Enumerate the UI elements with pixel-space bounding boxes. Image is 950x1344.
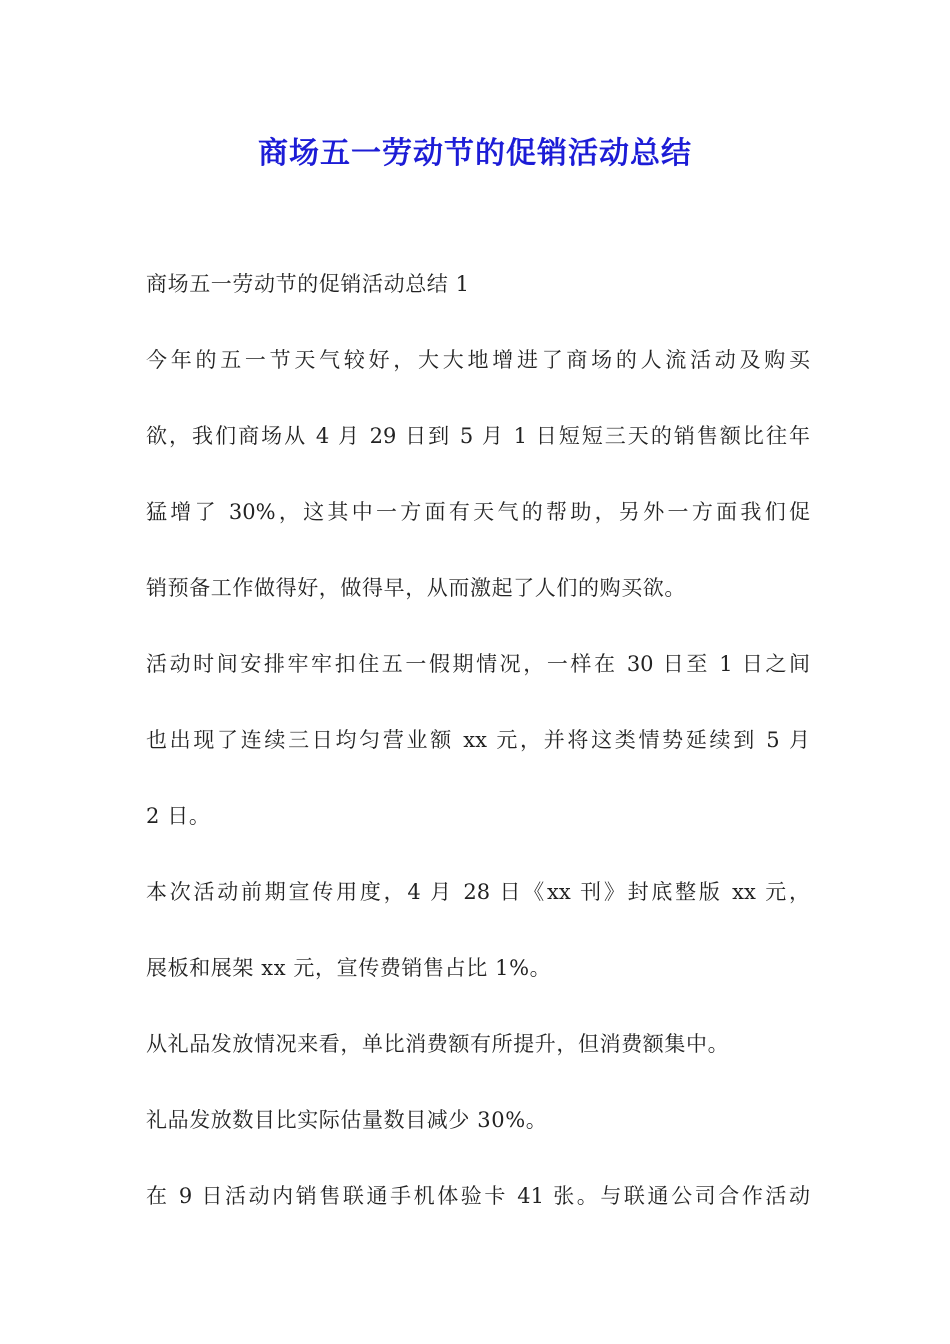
document-title: 商场五一劳动节的促销活动总结 <box>258 136 692 171</box>
text-line: 本次活动前期宣传用度，4 月 28 日《xx 刊》封底整版 xx 元， <box>146 880 810 904</box>
text-line: 欲，我们商场从 4 月 29 日到 5 月 1 日短短三天的销售额比往年 <box>146 424 810 448</box>
text-line: 今年的五一节天气较好，大大地增进了商场的人流活动及购买 <box>146 348 810 372</box>
text-line: 展板和展架 xx 元，宣传费销售占比 1%。 <box>146 956 552 980</box>
text-line: 猛增了 30%，这其中一方面有天气的帮助，另外一方面我们促 <box>146 500 810 524</box>
text-line: 从礼品发放情况来看，单比消费额有所提升，但消费额集中。 <box>146 1032 730 1056</box>
text-line: 销预备工作做得好，做得早，从而激起了人们的购买欲。 <box>146 576 686 600</box>
text-line: 2 日。 <box>146 804 211 828</box>
text-line: 礼品发放数目比实际估量数目减少 30%。 <box>146 1108 548 1132</box>
document-body <box>146 262 810 1250</box>
section-heading: 商场五一劳动节的促销活动总结 1 <box>146 272 470 296</box>
text-line: 也出现了连续三日均匀营业额 xx 元，并将这类情势延续到 5 月 <box>146 728 810 752</box>
text-line: 在 9 日活动内销售联通手机体验卡 41 张。与联通公司合作活动 <box>146 1184 810 1208</box>
text-line: 活动时间安排牢牢扣住五一假期情况，一样在 30 日至 1 日之间 <box>146 652 810 676</box>
